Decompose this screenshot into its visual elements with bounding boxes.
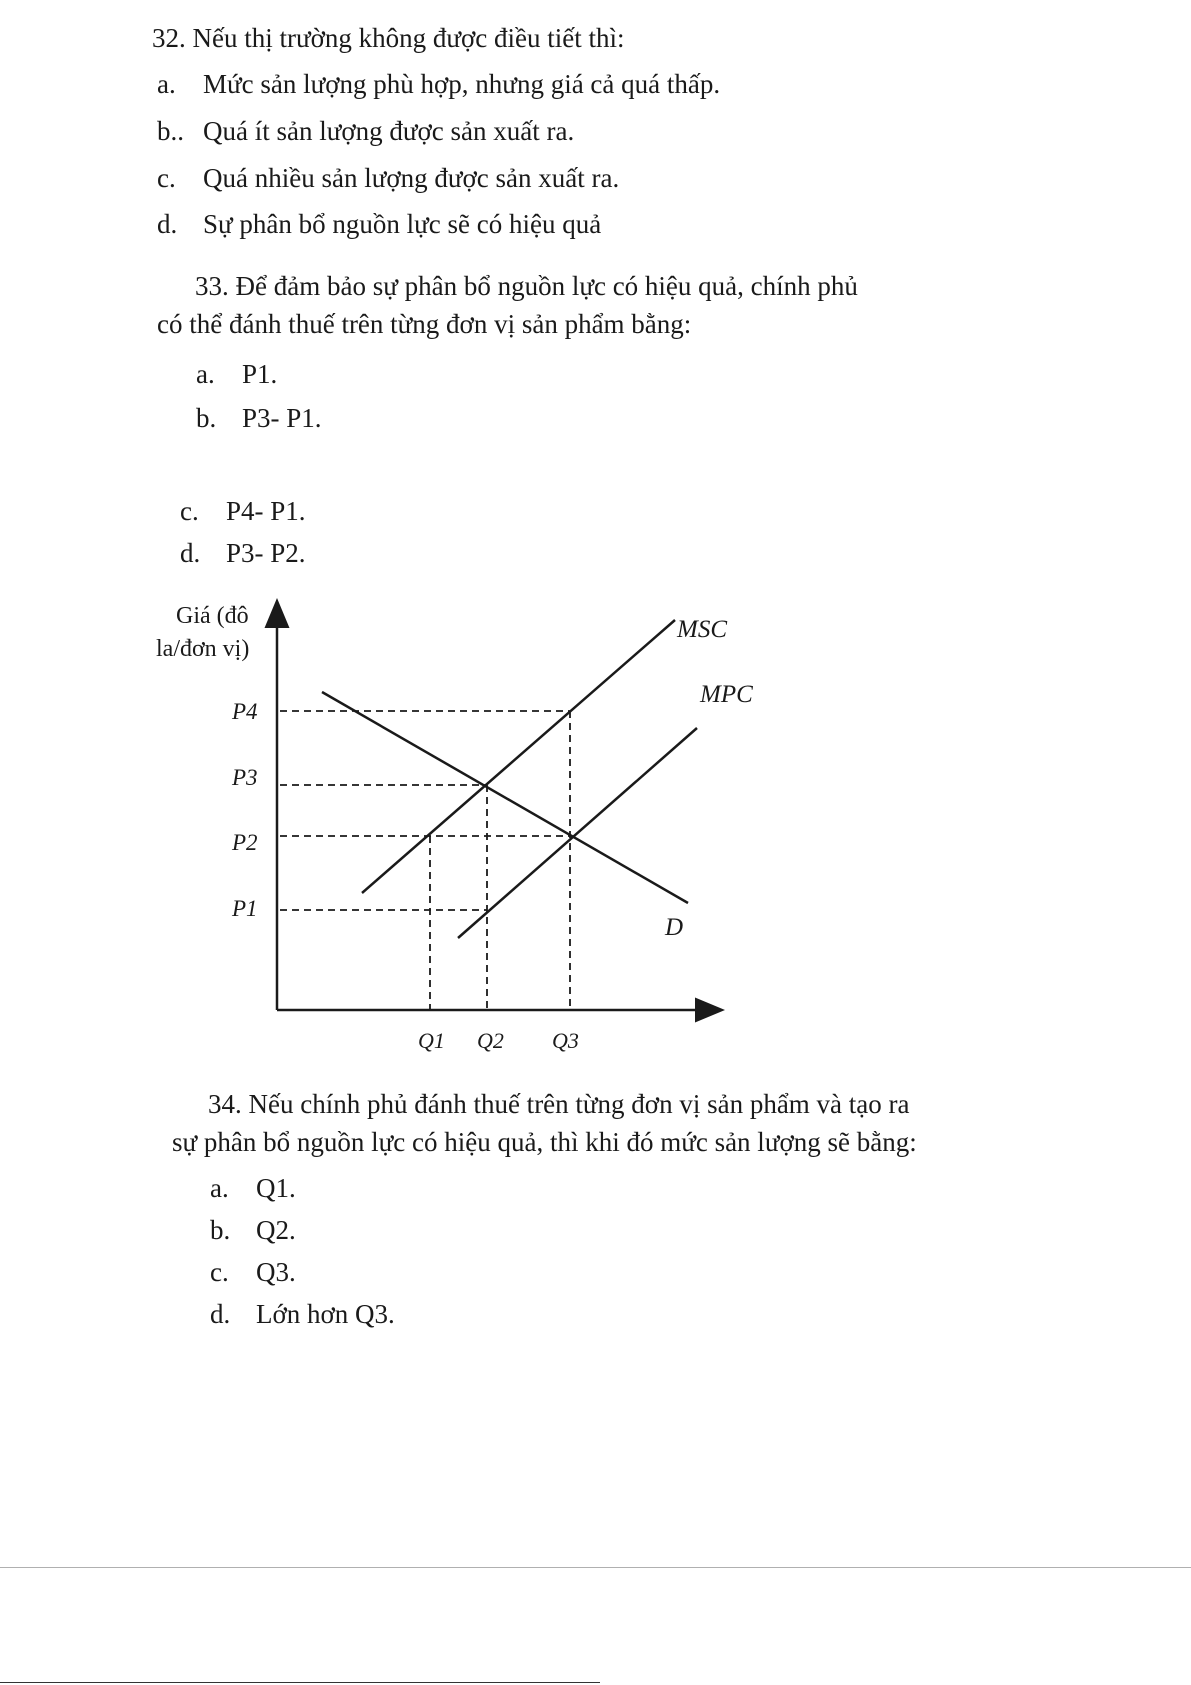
mpc-label: MPC <box>700 681 753 708</box>
option-label: b. <box>210 1215 231 1245</box>
option-label: d. <box>180 538 201 568</box>
option-text: Quá ít sản lượng được sản xuất ra. <box>203 116 575 146</box>
msc-curve <box>362 620 675 893</box>
option-label: a. <box>196 359 215 389</box>
q34-stem-line2: sự phân bổ nguồn lực có hiệu quả, thì khi đó mức sản lượng sẽ bằng: <box>172 1127 917 1157</box>
mpc-curve <box>458 728 697 938</box>
quantity-label-q1: Q1 <box>418 1028 445 1053</box>
option-label: b. <box>196 403 217 433</box>
y-axis-label-line1: Giá (đô <box>176 603 249 629</box>
option-label: a. <box>210 1173 229 1203</box>
q33-stem-line1: 33. Để đảm bảo sự phân bổ nguồn lực có hiệu quả, chính phủ <box>195 271 858 301</box>
q34-option-b <box>210 1214 296 1246</box>
q34-stem-line1: 34. Nếu chính phủ đánh thuế trên từng đơn vị sản phẩm và tạo ra <box>208 1089 910 1119</box>
q34-option-a <box>210 1172 296 1204</box>
q32-stem: 32. Nếu thị trường không được điều tiết thì: <box>152 23 625 53</box>
option-text: Mức sản lượng phù hợp, nhưng giá cả quá thấp. <box>203 69 721 99</box>
option-text: P4- P1. <box>226 496 306 526</box>
option-text: Quá nhiều sản lượng được sản xuất ra. <box>203 163 620 193</box>
option-label: d. <box>157 209 178 239</box>
y-axis-label-line2: la/đơn vị) <box>156 636 250 662</box>
option-label: b.. <box>157 116 184 146</box>
option-text: Q1. <box>256 1173 296 1203</box>
option-text: Lớn hơn Q3. <box>256 1299 395 1329</box>
q33-stem-line2: có thể đánh thuế trên từng đơn vị sản phẩm bằng: <box>157 309 692 339</box>
q34-option-c <box>210 1256 296 1288</box>
option-text: P1. <box>242 359 278 389</box>
option-text: P3- P1. <box>242 403 322 433</box>
option-text: Q3. <box>256 1257 296 1287</box>
demand-label: D <box>665 914 684 941</box>
page-divider <box>0 1567 1191 1568</box>
option-label: d. <box>210 1299 231 1329</box>
price-label-p3: P3 <box>232 765 258 790</box>
option-text: Q2. <box>256 1215 296 1245</box>
option-label: c. <box>157 163 176 193</box>
footnote-rule <box>0 1682 600 1683</box>
quantity-label-q2: Q2 <box>477 1028 504 1053</box>
price-label-p2: P2 <box>232 830 258 855</box>
quantity-label-q3: Q3 <box>552 1028 579 1053</box>
option-label: a. <box>157 69 176 99</box>
demand-curve <box>322 692 688 903</box>
option-text: Sự phân bổ nguồn lực sẽ có hiệu quả <box>203 209 602 239</box>
option-label: c. <box>180 496 199 526</box>
price-label-p1: P1 <box>232 896 258 921</box>
option-text: P3- P2. <box>226 538 306 568</box>
option-label: c. <box>210 1257 229 1287</box>
msc-label: MSC <box>677 616 727 643</box>
q34-option-d <box>210 1298 395 1330</box>
price-label-p4: P4 <box>232 699 258 724</box>
